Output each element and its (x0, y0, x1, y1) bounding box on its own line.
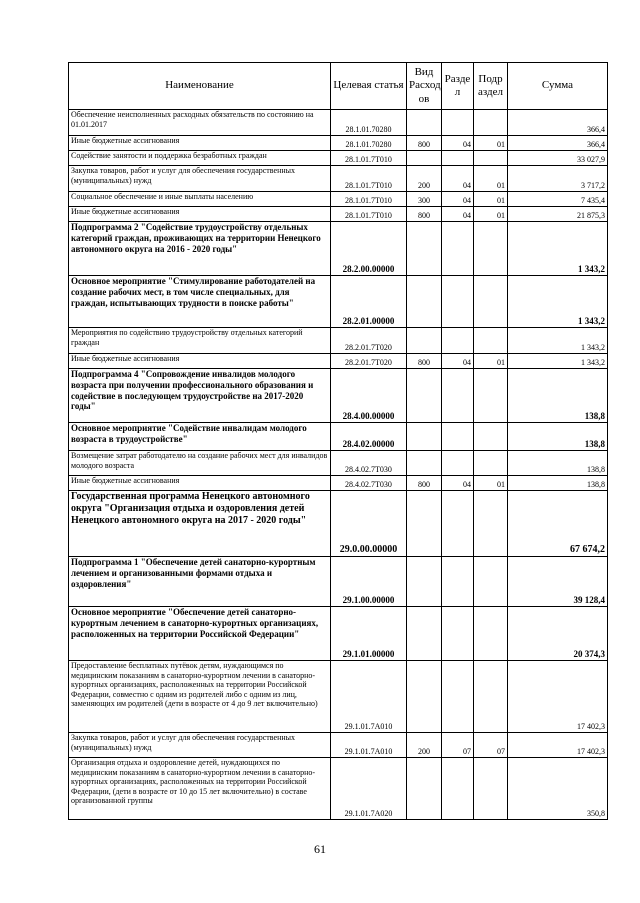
row-vid: 800 (407, 136, 442, 151)
row-code: 28.1.01.7Т010 (331, 151, 407, 166)
row-razdel: 04 (442, 207, 474, 222)
row-podrazdel: 01 (474, 207, 508, 222)
row-vid (407, 661, 442, 733)
row-name: Содействие занятости и поддержка безработных граждан (69, 151, 331, 166)
row-code: 28.1.01.70280 (331, 136, 407, 151)
table-row (69, 222, 608, 276)
row-vid (407, 451, 442, 476)
row-podrazdel (474, 369, 508, 423)
row-podrazdel: 01 (474, 136, 508, 151)
header-sum: Сумма (508, 63, 608, 110)
row-podrazdel: 01 (474, 192, 508, 207)
row-name: Основное мероприятие "Содействие инвалидам молодого возраста в трудоустройстве" (69, 423, 331, 451)
row-razdel (442, 491, 474, 557)
row-code: 29.1.01.00000 (331, 607, 407, 661)
table-row (69, 476, 608, 491)
row-code: 28.4.02.00000 (331, 423, 407, 451)
table-row (69, 207, 608, 222)
row-podrazdel (474, 423, 508, 451)
row-name: Обеспечение неисполненных расходных обязательств по состоянию на 01.01.2017 (69, 110, 331, 136)
table-header-row (69, 63, 608, 110)
table-row (69, 276, 608, 328)
row-name: Предоставление бесплатных путёвок детям, нуждающимся по медицинским показаниям в санаторно-курортном лечении в санаторно-курортных организациях, расположенных на территории Российской Федерации, совместно с одним из родителей либо с одним из лиц, заменяющих им родителей (дети в возрасте от 4 до 9 лет включительно) (69, 661, 331, 733)
row-podrazdel (474, 151, 508, 166)
row-vid: 800 (407, 207, 442, 222)
row-name: Подпрограмма 1 "Обеспечение детей санаторно-курортным лечением и организованными формами отдыха и оздоровления" (69, 557, 331, 607)
row-vid (407, 758, 442, 820)
row-vid (407, 557, 442, 607)
row-razdel (442, 151, 474, 166)
table-row (69, 166, 608, 192)
table-row (69, 192, 608, 207)
table-row (69, 136, 608, 151)
row-code: 29.0.00.00000 (331, 491, 407, 557)
row-sum: 67 674,2 (508, 491, 608, 557)
row-name: Возмещение затрат работодателю на создание рабочих мест для инвалидов молодого возраста (69, 451, 331, 476)
table-row (69, 151, 608, 166)
header-section: Разде л (442, 63, 474, 110)
row-podrazdel (474, 557, 508, 607)
row-name: Иные бюджетные ассигнования (69, 354, 331, 369)
row-code: 28.1.01.7Т010 (331, 166, 407, 192)
row-vid (407, 369, 442, 423)
row-vid: 200 (407, 166, 442, 192)
row-name: Иные бюджетные ассигнования (69, 136, 331, 151)
table-row (69, 607, 608, 661)
header-expense-type: Вид Расход ов (407, 63, 442, 110)
row-podrazdel: 01 (474, 476, 508, 491)
row-name: Подпрограмма 2 "Содействие трудоустройству отдельных категорий граждан, проживающих на территории Ненецкого автономного округа на 2016 - 2020 годы" (69, 222, 331, 276)
table-row (69, 758, 608, 820)
row-name: Закупка товаров, работ и услуг для обеспечения государственных (муниципальных) нужд (69, 733, 331, 758)
row-code: 29.1.01.7А010 (331, 733, 407, 758)
table-row (69, 354, 608, 369)
row-code: 29.1.01.7А020 (331, 758, 407, 820)
row-sum: 138,8 (508, 423, 608, 451)
row-vid (407, 151, 442, 166)
row-razdel (442, 369, 474, 423)
row-sum: 1 343,2 (508, 354, 608, 369)
row-sum: 138,8 (508, 476, 608, 491)
row-podrazdel (474, 276, 508, 328)
row-vid: 800 (407, 354, 442, 369)
row-sum: 21 875,3 (508, 207, 608, 222)
row-sum: 366,4 (508, 110, 608, 136)
table-row (69, 328, 608, 354)
row-code: 28.1.01.7Т010 (331, 207, 407, 222)
row-name: Государственная программа Ненецкого автономного округа "Организация отдыха и оздоровления детей Ненецкого автономного округа на 2017 - 2020 годы" (69, 491, 331, 557)
row-sum: 138,8 (508, 369, 608, 423)
row-sum: 1 343,2 (508, 222, 608, 276)
row-vid: 300 (407, 192, 442, 207)
row-sum: 17 402,3 (508, 661, 608, 733)
row-code: 28.1.01.7Т010 (331, 192, 407, 207)
row-razdel (442, 222, 474, 276)
table-row (69, 423, 608, 451)
row-razdel: 04 (442, 476, 474, 491)
row-razdel: 07 (442, 733, 474, 758)
table-row (69, 557, 608, 607)
row-code: 29.1.00.00000 (331, 557, 407, 607)
row-code: 28.2.00.00000 (331, 222, 407, 276)
row-sum: 1 343,2 (508, 276, 608, 328)
row-podrazdel (474, 758, 508, 820)
row-name: Закупка товаров, работ и услуг для обеспечения государственных (муниципальных) нужд (69, 166, 331, 192)
row-code: 28.4.02.7Т030 (331, 476, 407, 491)
row-podrazdel (474, 451, 508, 476)
row-code: 28.2.01.7Т020 (331, 354, 407, 369)
table-row (69, 451, 608, 476)
row-sum: 350,8 (508, 758, 608, 820)
table-row (69, 733, 608, 758)
table-row (69, 661, 608, 733)
row-razdel: 04 (442, 136, 474, 151)
row-sum: 7 435,4 (508, 192, 608, 207)
row-vid: 800 (407, 476, 442, 491)
row-name: Социальное обеспечение и иные выплаты населению (69, 192, 331, 207)
row-sum: 366,4 (508, 136, 608, 151)
row-code: 28.4.02.7Т030 (331, 451, 407, 476)
header-subsection: Подр аздел (474, 63, 508, 110)
row-razdel (442, 607, 474, 661)
row-code: 28.2.01.7Т020 (331, 328, 407, 354)
row-name: Иные бюджетные ассигнования (69, 207, 331, 222)
row-vid (407, 491, 442, 557)
row-vid: 200 (407, 733, 442, 758)
row-name: Мероприятия по содействию трудоустройству отдельных категорий граждан (69, 328, 331, 354)
header-target-article: Целевая статья (331, 63, 407, 110)
row-sum: 39 128,4 (508, 557, 608, 607)
row-sum: 33 027,9 (508, 151, 608, 166)
row-razdel (442, 451, 474, 476)
row-podrazdel: 01 (474, 354, 508, 369)
row-razdel (442, 661, 474, 733)
row-name: Иные бюджетные ассигнования (69, 476, 331, 491)
row-podrazdel (474, 110, 508, 136)
row-vid (407, 222, 442, 276)
row-code: 28.2.01.00000 (331, 276, 407, 328)
row-razdel (442, 557, 474, 607)
header-name: Наименование (69, 63, 331, 110)
row-razdel (442, 758, 474, 820)
row-razdel (442, 328, 474, 354)
row-razdel (442, 276, 474, 328)
row-podrazdel (474, 607, 508, 661)
row-podrazdel (474, 661, 508, 733)
budget-table (68, 62, 608, 820)
row-vid (407, 328, 442, 354)
table-row (69, 369, 608, 423)
row-razdel: 04 (442, 354, 474, 369)
table-row (69, 491, 608, 557)
row-name: Подпрограмма 4 "Сопровождение инвалидов молодого возраста при получении профессионального образования и содействие в последующем трудоустройстве на 2017-2020 годы" (69, 369, 331, 423)
row-code: 29.1.01.7А010 (331, 661, 407, 733)
row-podrazdel: 07 (474, 733, 508, 758)
row-sum: 17 402,3 (508, 733, 608, 758)
row-sum: 1 343,2 (508, 328, 608, 354)
row-razdel (442, 423, 474, 451)
row-razdel (442, 110, 474, 136)
row-podrazdel (474, 222, 508, 276)
row-vid (407, 423, 442, 451)
row-razdel: 04 (442, 192, 474, 207)
row-vid (407, 276, 442, 328)
row-podrazdel (474, 328, 508, 354)
table-row (69, 110, 608, 136)
row-sum: 3 717,2 (508, 166, 608, 192)
row-name: Основное мероприятие "Обеспечение детей санаторно-курортным лечением в санаторно-курортных организациях, расположенных на территории Российской Федерации" (69, 607, 331, 661)
row-podrazdel: 01 (474, 166, 508, 192)
row-name: Основное мероприятие "Стимулирование работодателей на создание рабочих мест, в том числе специальных, для граждан, испытывающих трудности в поиске работы" (69, 276, 331, 328)
row-podrazdel (474, 491, 508, 557)
row-code: 28.1.01.70280 (331, 110, 407, 136)
row-vid (407, 110, 442, 136)
page-number: 61 (314, 842, 326, 856)
row-sum: 138,8 (508, 451, 608, 476)
row-code: 28.4.00.00000 (331, 369, 407, 423)
row-name: Организация отдыха и оздоровление детей, нуждающихся по медицинским показаниям в санаторно-курортном лечении в санаторно-курортных организациях, расположенных на территории Российской Федерации, (дети в возрасте от 10 до 15 лет включительно) в составе организованной группы (69, 758, 331, 820)
row-vid (407, 607, 442, 661)
row-sum: 20 374,3 (508, 607, 608, 661)
row-razdel: 04 (442, 166, 474, 192)
